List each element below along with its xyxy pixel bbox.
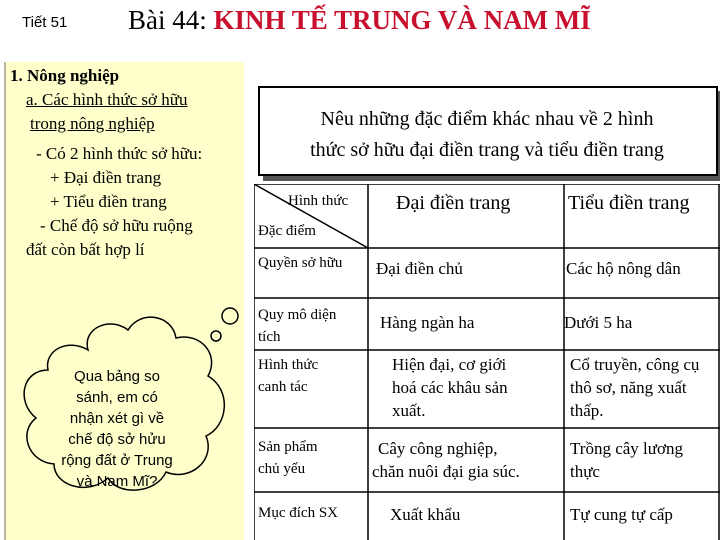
row-label-purpose: Mục đích SX: [258, 505, 338, 521]
cloud-question-line: sánh, em có: [76, 389, 158, 406]
table-corner-bottom: Đặc điểm: [258, 223, 316, 239]
cell-products-latifundium: Cây công nghiệp,: [378, 439, 498, 458]
row-label-area: Quy mô diện: [258, 307, 337, 323]
lesson-number: Tiết 51: [22, 14, 68, 31]
lesson-prefix: Bài 44:: [128, 5, 214, 35]
cell-farming-latifundium: Hiện đại, cơ giới: [392, 355, 507, 374]
question-line: Nêu những đặc điểm khác nhau về 2 hình: [320, 108, 654, 130]
subsection-heading-line1: a. Các hình thức sở hữu: [26, 90, 188, 109]
row-label-ownership: Quyền sở hữu: [258, 255, 343, 271]
row-label-products-line2: chủ yếu: [258, 461, 306, 477]
question-text: [262, 104, 712, 166]
bullet-land-ownership-line2: đất còn bất hợp lí: [26, 240, 145, 259]
row-label-products: Sản phẩm: [258, 439, 318, 455]
cloud-question-line: và Nam Mĩ?: [76, 473, 158, 490]
cell-products-minifundium: Trồng cây lương: [570, 439, 683, 458]
bullet-land-ownership-line1: - Chế độ sở hữu ruộng: [40, 216, 193, 235]
cell-purpose-minifundium: Tự cung tự cấp: [570, 505, 673, 524]
cell-ownership-minifundium: Các hộ nông dân: [566, 259, 681, 278]
col-header-latifundium: Đại điền trang: [396, 192, 511, 214]
col-header-minifundium: Tiểu điền trang: [568, 192, 690, 214]
cell-farming-minifundium: Cổ truyền, công cụ: [570, 355, 700, 374]
cell-farming-minifundium-line2: thô sơ, năng xuất: [570, 378, 687, 397]
lesson-title: [128, 5, 591, 36]
cell-area-latifundium: Hàng ngàn ha: [380, 313, 475, 332]
lesson-title-main: KINH TẾ TRUNG VÀ NAM MĨ: [213, 5, 591, 35]
subsection-heading-line2: trong nông nghiệp: [30, 114, 155, 133]
bullet-minifundium: + Tiểu điền trang: [50, 192, 167, 211]
row-label-farming: Hình thức: [258, 357, 319, 373]
cell-products-minifundium-line2: thực: [570, 462, 600, 481]
table-corner-top: Hình thức: [288, 193, 349, 209]
cloud-question: [34, 366, 200, 492]
cell-farming-latifundium-line2: hoá các khâu sản: [392, 378, 508, 397]
bullet-latifundium: + Đại điền trang: [50, 168, 162, 187]
cell-farming-latifundium-line3: xuất.: [392, 401, 426, 420]
comparison-table: [254, 184, 720, 540]
cell-ownership-latifundium: Đại điền chủ: [376, 259, 463, 278]
cell-area-minifundium: Dưới 5 ha: [564, 313, 633, 332]
row-label-farming-line2: canh tác: [258, 379, 308, 395]
cell-purpose-latifundium: Xuất khẩu: [390, 505, 461, 524]
question-line: thức sở hữu đại điền trang và tiểu điền trang: [310, 139, 664, 161]
cloud-question-line: Qua bảng so: [74, 368, 160, 385]
cloud-question-line: rộng đất ở Trung: [61, 452, 173, 469]
row-label-area-line2: tích: [258, 329, 281, 345]
cell-products-latifundium-line2: chăn nuôi đại gia súc.: [372, 462, 520, 481]
section-heading: 1. Nông nghiệp: [10, 66, 120, 85]
cloud-question-line: nhận xét gì về: [69, 410, 165, 427]
bullet-ownership-types: - Có 2 hình thức sở hữu:: [36, 144, 203, 163]
cell-farming-minifundium-line3: thấp.: [570, 401, 604, 420]
cloud-question-line: chế độ sở hửu: [68, 431, 166, 448]
